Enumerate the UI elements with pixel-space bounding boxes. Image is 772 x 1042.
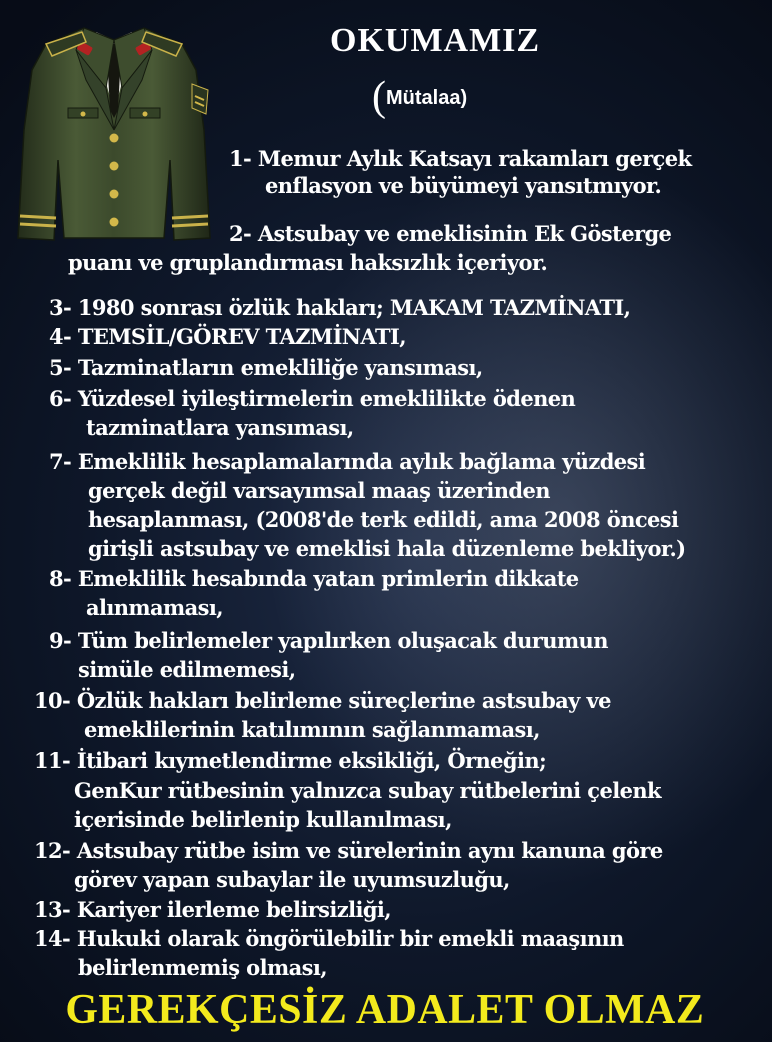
item-line: 14- Hukuki olarak öngörülebilir bir emekli maaşının — [34, 926, 624, 951]
item-line: 6- Yüzdesel iyileştirmelerin emeklilikte ödenen — [49, 386, 576, 411]
item-line: görev yapan subaylar ile uyumsuzluğu, — [74, 867, 510, 892]
item-line: 10- Özlük hakları belirleme süreçlerine astsubay ve — [34, 688, 611, 713]
item-line: gerçek değil varsayımsal maaş üzerinden — [88, 478, 550, 503]
item-line: 3- 1980 sonrası özlük hakları; MAKAM TAZMİNATI, — [49, 295, 631, 320]
item-line: 2- Astsubay ve emeklisinin Ek Gösterge — [229, 221, 672, 246]
page-title: OKUMAMIZ — [330, 22, 541, 59]
item-line: puanı ve gruplandırması haksızlık içeriyor. — [68, 250, 548, 275]
item-line: belirlenmemiş olması, — [78, 955, 327, 980]
item-line: emeklilerinin katılımının sağlanmaması, — [84, 717, 540, 742]
item-line: 12- Astsubay rütbe isim ve sürelerinin aynı kanuna göre — [34, 838, 663, 863]
item-line: 13- Kariyer ilerleme belirsizliği, — [34, 897, 392, 922]
military-jacket-icon — [14, 10, 214, 242]
item-line: 8- Emeklilik hesabında yatan primlerin dikkate — [49, 566, 579, 591]
item-line: 4- TEMSİL/GÖREV TAZMİNATI, — [49, 324, 406, 349]
subtitle-word: Mütalaa) — [386, 87, 468, 109]
item-line: içerisinde belirlenip kullanılması, — [74, 807, 452, 832]
item-line: 5- Tazminatların emekliliğe yansıması, — [49, 355, 483, 380]
item-line: girişli astsubay ve emeklisi hala düzenleme bekliyor.) — [88, 536, 686, 561]
item-line: 7- Emeklilik hesaplamalarında aylık bağlama yüzdesi — [49, 449, 646, 474]
item-line: 11- İtibari kıymetlendirme eksikliği, Örneğin; — [34, 748, 547, 773]
slogan-banner: GEREKÇESİZ ADALET OLMAZ — [65, 987, 705, 1033]
item-line: GenKur rütbesinin yalnızca subay rütbelerini çelenk — [74, 778, 661, 803]
item-line: simüle edilmemesi, — [78, 657, 296, 682]
item-line: tazminatlara yansıması, — [86, 415, 354, 440]
item-line: alınmaması, — [86, 595, 223, 620]
item-line: 9- Tüm belirlemeler yapılırken oluşacak durumun — [49, 628, 608, 653]
subtitle-paren: ( — [372, 74, 386, 120]
item-line: 1- Memur Aylık Katsayı rakamları gerçek — [229, 146, 692, 171]
page-subtitle — [372, 76, 467, 118]
item-line: hesaplanması, (2008'de terk edildi, ama 2008 öncesi — [88, 507, 679, 532]
item-line: enflasyon ve büyümeyi yansıtmıyor. — [265, 173, 662, 198]
